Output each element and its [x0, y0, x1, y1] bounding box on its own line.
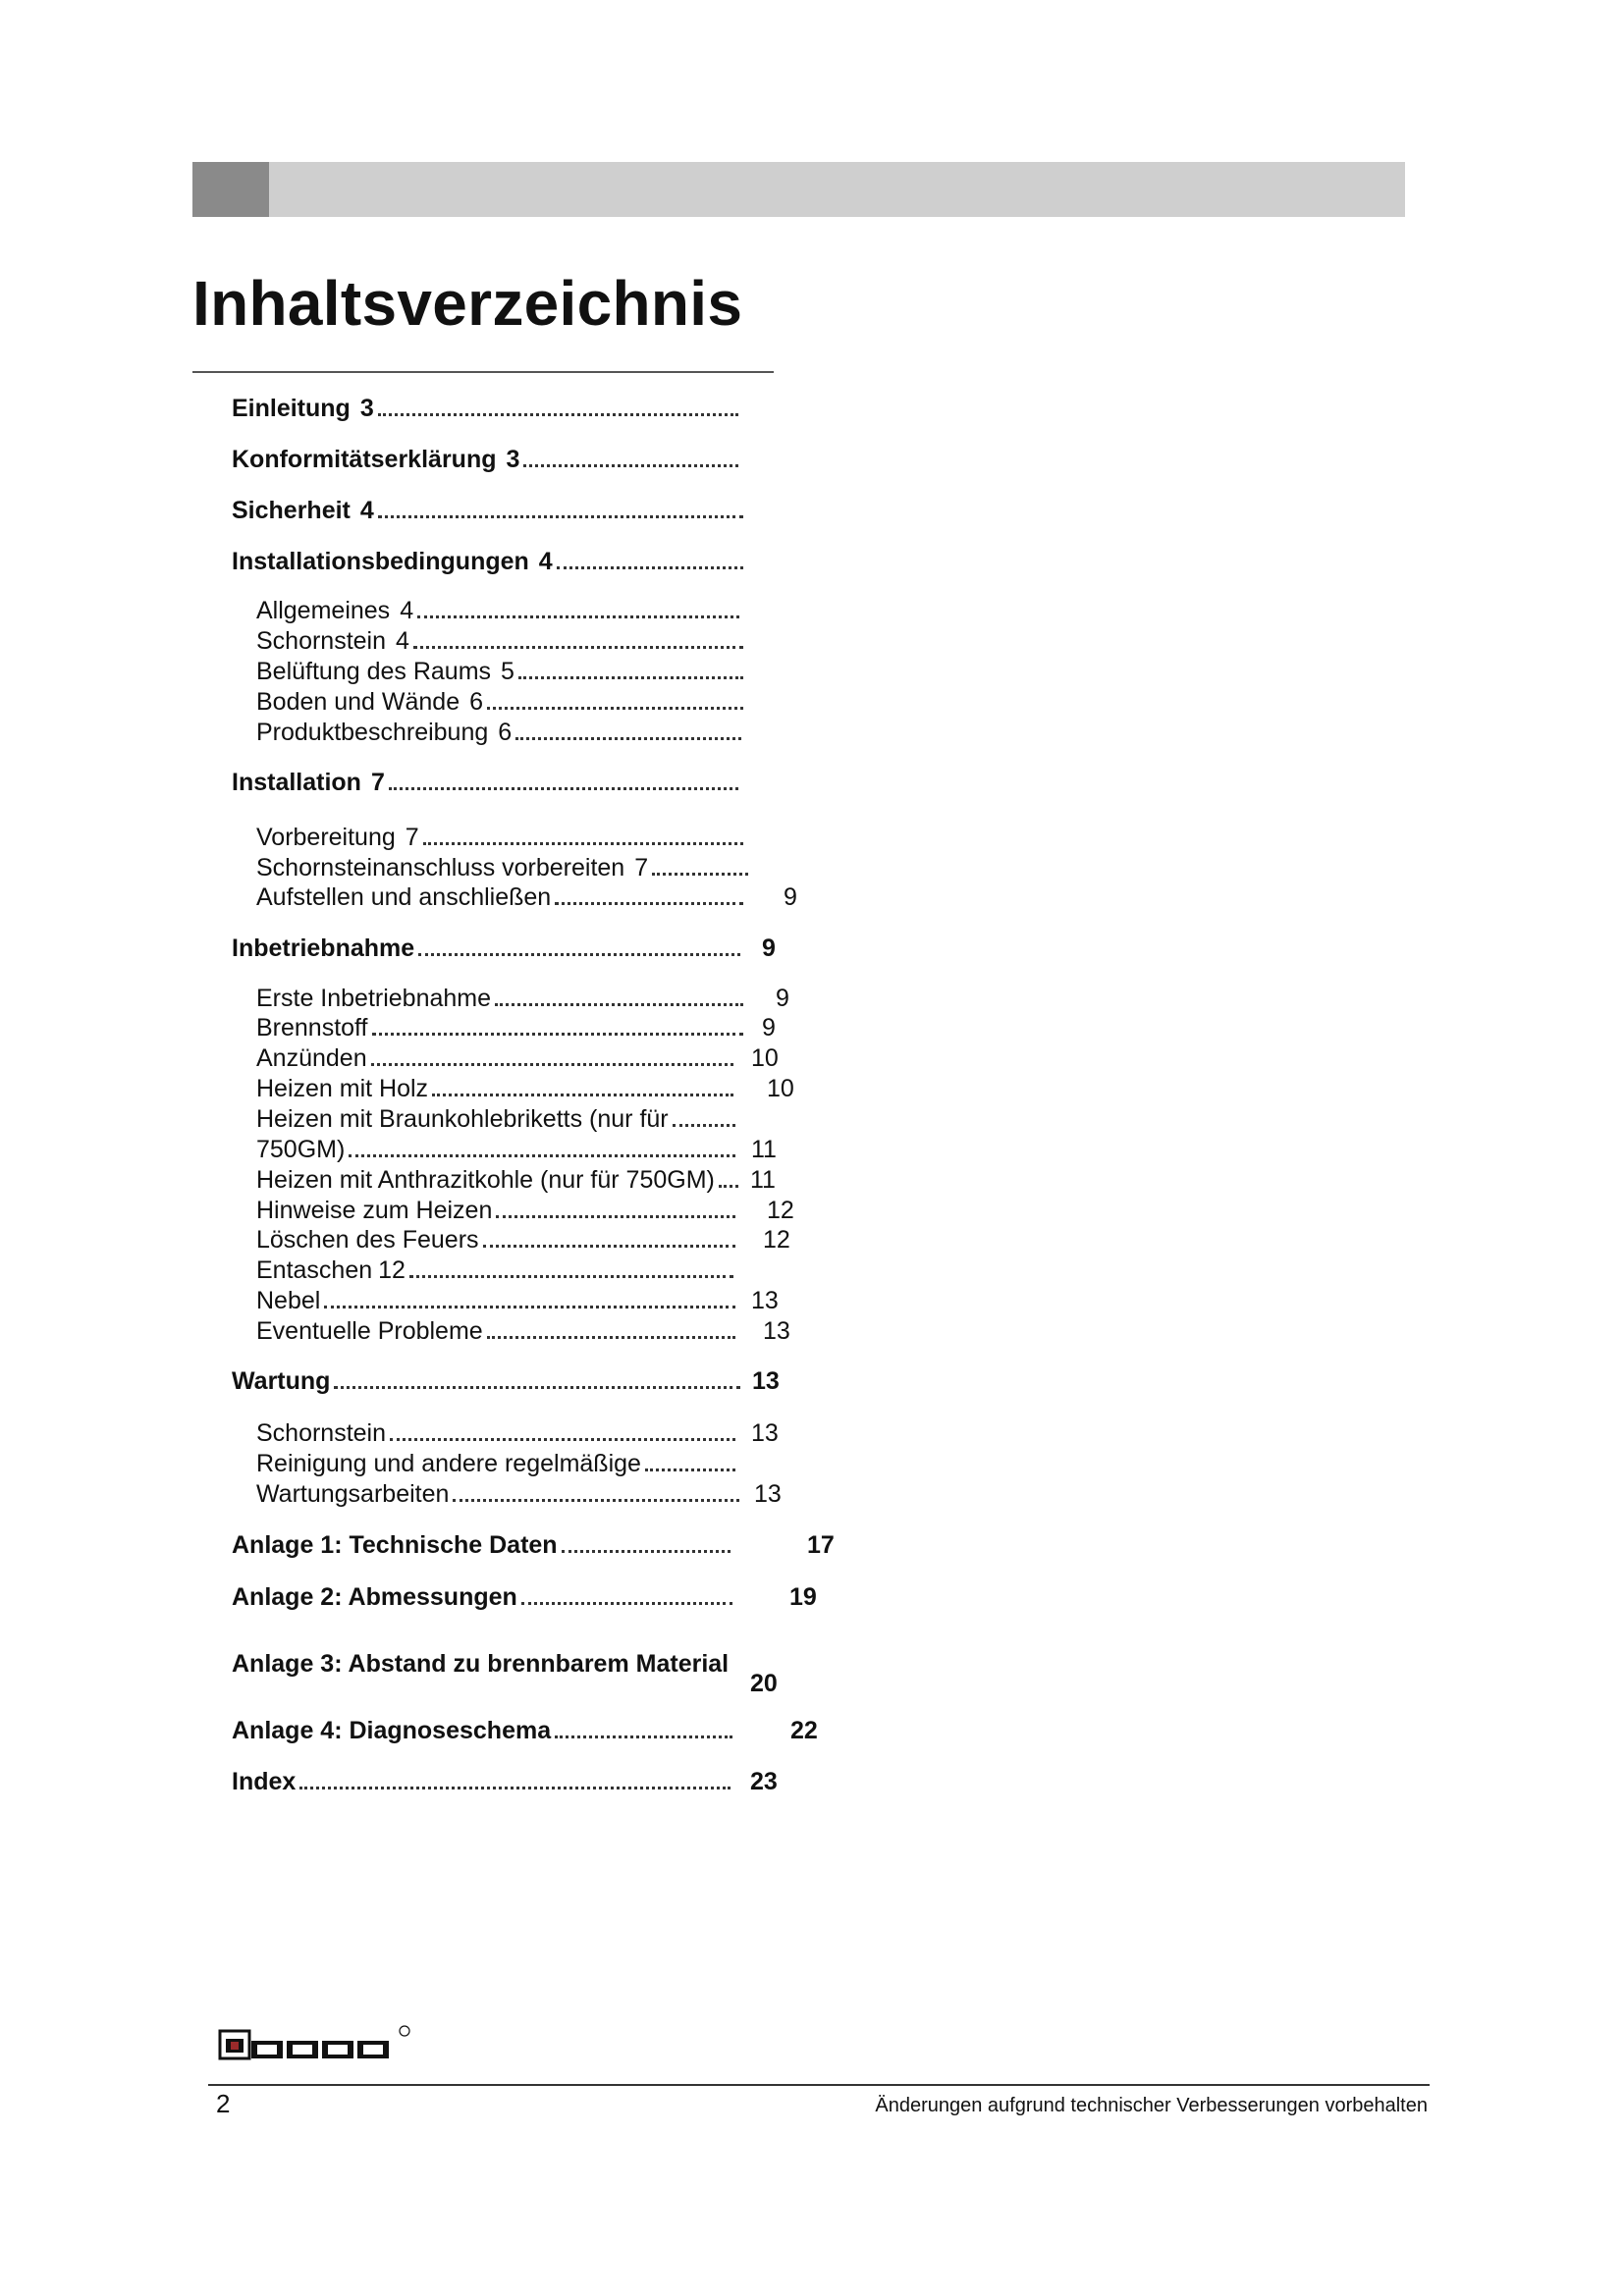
toc-page-number: 9 [784, 883, 797, 911]
toc-entry-installation[interactable] [232, 764, 742, 797]
page-number: 2 [216, 2089, 231, 2118]
toc-leader-dots [371, 1062, 733, 1066]
toc-label: Erste Inbetriebnahme [256, 985, 492, 1012]
toc-leader-dots [521, 1601, 732, 1605]
toc-label: Sicherheit [232, 497, 351, 524]
toc-page-number: 13 [751, 1287, 779, 1314]
toc-label: Hinweise zum Heizen [256, 1197, 493, 1224]
toc-page-number: 6 [469, 688, 484, 716]
toc-leader-dots [487, 706, 743, 710]
toc-leader-dots [324, 1305, 735, 1308]
toc-label: Heizen mit Holz [256, 1075, 429, 1102]
toc-label: Aufstellen und anschließen [256, 883, 552, 911]
toc-page-number: 17 [807, 1531, 835, 1559]
toc-page-number: 5 [501, 658, 514, 685]
toc-page-number: 13 [752, 1367, 780, 1395]
toc-label: Anlage 3: Abstand zu brennbarem Material [232, 1650, 730, 1678]
toc-page-number: 19 [789, 1583, 817, 1611]
toc-page-number: 11 [751, 1136, 777, 1163]
toc-leader-dots [719, 1184, 738, 1188]
toc-page-number: 9 [762, 934, 776, 962]
toc-entry-heizen-braunkohle-1[interactable] [256, 1100, 739, 1134]
dovre-logo [218, 2023, 414, 2062]
toc-page-number: 13 [754, 1480, 782, 1508]
toc-label: Belüftung des Raums [256, 658, 492, 685]
toc-entry-erste-inbetriebnahme[interactable] [256, 980, 747, 1013]
toc-label: Anlage 1: Technische Daten [232, 1531, 558, 1559]
toc-leader-dots [413, 645, 743, 649]
toc-label: Wartungsarbeiten [256, 1480, 450, 1508]
toc-leader-dots [378, 514, 743, 518]
toc-page-number: 9 [762, 1014, 776, 1041]
toc-entry-inbetriebnahme[interactable] [232, 930, 744, 963]
toc-page-number: 7 [405, 824, 419, 851]
toc-page-number: 10 [751, 1044, 779, 1072]
toc-label: Heizen mit Braunkohlebriketts (nur für [256, 1105, 669, 1133]
toc-page-number: 3 [359, 395, 374, 422]
toc-page-number: 3 [506, 446, 520, 473]
toc-label: 750GM) [256, 1136, 346, 1163]
toc-entry-loeschen[interactable] [256, 1221, 739, 1255]
toc-leader-dots [299, 1786, 731, 1789]
toc-entry-nebel[interactable] [256, 1282, 739, 1315]
toc-leader-dots [555, 1735, 732, 1738]
toc-entry-heizen-braunkohle-2[interactable] [256, 1131, 739, 1164]
toc-label: Anlage 2: Abmessungen [232, 1583, 517, 1611]
toc-entry-wartung[interactable] [232, 1362, 744, 1396]
header-bar-tab [192, 162, 269, 217]
toc-entry-vorbereitung[interactable] [256, 819, 747, 852]
toc-page-number: 7 [634, 854, 649, 881]
toc-leader-dots [432, 1093, 733, 1096]
toc-entry-installationsbedingungen[interactable] [232, 543, 747, 576]
toc-leader-dots [523, 463, 738, 467]
toc-label: Schornsteinanschluss vorbereiten [256, 854, 625, 881]
title-divider [192, 371, 774, 373]
toc-leader-dots [453, 1498, 739, 1502]
toc-entry-heizen-holz[interactable] [256, 1070, 737, 1103]
toc-entry-aufstellen[interactable] [256, 879, 747, 912]
toc-entry-einleitung[interactable] [232, 390, 742, 423]
toc-label: Inbetriebnahme [232, 934, 415, 962]
toc-page-number: 10 [767, 1075, 794, 1102]
toc-entry-sicherheit[interactable] [232, 492, 747, 525]
toc-page-number: 4 [538, 548, 553, 575]
toc-label: Boden und Wände [256, 688, 460, 716]
toc-entry-schornsteinanschluss[interactable] [256, 849, 752, 882]
toc-label: Heizen mit Anthrazitkohle (nur für 750GM) [256, 1166, 715, 1194]
toc-label: Wartung [232, 1367, 331, 1395]
toc-leader-dots [487, 1335, 735, 1339]
toc-page-number: 7 [370, 769, 385, 796]
toc-leader-dots [495, 1002, 743, 1006]
toc-entry-produktbeschreibung[interactable] [256, 714, 745, 747]
toc-leader-dots [378, 412, 738, 416]
toc-label: Installationsbedingungen [232, 548, 529, 575]
toc-page-number: 22 [790, 1717, 818, 1744]
toc-page-number: 11 [750, 1166, 776, 1194]
toc-label: Eventuelle Probleme [256, 1317, 483, 1345]
toc-page-number: 4 [359, 497, 374, 524]
toc-leader-dots [334, 1385, 740, 1389]
toc-leader-dots [645, 1468, 735, 1471]
toc-page-number: 12 [378, 1256, 406, 1284]
toc-leader-dots [562, 1549, 731, 1553]
footer-divider [208, 2084, 1430, 2086]
toc-page-number: 12 [763, 1226, 790, 1254]
toc-entry-schornstein-wartung[interactable] [256, 1415, 739, 1448]
toc-leader-dots [555, 901, 743, 905]
toc-leader-dots [418, 952, 740, 956]
toc-entry-anlage1[interactable] [232, 1526, 734, 1560]
toc-leader-dots [483, 1244, 735, 1248]
toc-label: Konformitätserklärung [232, 446, 497, 473]
toc-entry-konformitaet[interactable] [232, 441, 742, 474]
toc-page-number: 20 [750, 1670, 778, 1697]
toc-label: Produktbeschreibung [256, 719, 489, 746]
toc-leader-dots [557, 565, 743, 569]
toc-page-number: 23 [750, 1768, 778, 1795]
toc-label: Brennstoff [256, 1014, 368, 1041]
toc-label: Anlage 4: Diagnoseschema [232, 1717, 552, 1744]
toc-leader-dots [518, 675, 743, 679]
toc-leader-dots [515, 736, 741, 740]
toc-label: Installation [232, 769, 361, 796]
toc-entry-hinweise[interactable] [256, 1192, 739, 1225]
page-title: Inhaltsverzeichnis [192, 268, 743, 339]
toc-label: Löschen des Feuers [256, 1226, 479, 1254]
toc-label: Reinigung und andere regelmäßige [256, 1450, 641, 1477]
toc-leader-dots [673, 1123, 735, 1127]
toc-entry-anlage4[interactable] [232, 1712, 736, 1745]
toc-label: Anzünden [256, 1044, 367, 1072]
toc-entry-entaschen[interactable] [256, 1252, 737, 1285]
toc-label: Schornstein [256, 627, 387, 655]
header-bar [192, 162, 1405, 217]
toc-page-number: 12 [767, 1197, 794, 1224]
toc-entry-reinigung-2[interactable] [256, 1475, 743, 1509]
toc-leader-dots [409, 1274, 733, 1278]
toc-page-number: 13 [751, 1419, 779, 1447]
toc-page-number: 4 [396, 627, 409, 655]
toc-leader-dots [423, 841, 743, 845]
toc-leader-dots [496, 1214, 735, 1218]
toc-label: Entaschen [256, 1256, 373, 1284]
toc-label: Vorbereitung [256, 824, 396, 851]
toc-entry-anlage2[interactable] [232, 1578, 736, 1612]
toc-leader-dots [349, 1153, 735, 1157]
toc-label: Nebel [256, 1287, 321, 1314]
toc-leader-dots [372, 1032, 743, 1036]
toc-entry-brennstoff[interactable] [256, 1009, 747, 1042]
toc-entry-schornstein[interactable] [256, 622, 747, 656]
toc-entry-reinigung-1[interactable] [256, 1445, 739, 1478]
toc-entry-boden[interactable] [256, 683, 747, 717]
toc-label: Index [232, 1768, 297, 1795]
toc-entry-anzuenden[interactable] [256, 1040, 737, 1073]
toc-label: Einleitung [232, 395, 351, 422]
toc-label: Allgemeines [256, 597, 391, 624]
toc-entry-heizen-anthrazit[interactable] [256, 1161, 742, 1195]
toc-entry-anlage3[interactable] [232, 1645, 742, 1679]
toc-leader-dots [390, 1437, 735, 1441]
toc-label: Schornstein [256, 1419, 387, 1447]
toc-entry-allgemeines[interactable] [256, 592, 743, 625]
footer-note: Änderungen aufgrund technischer Verbesserungen vorbehalten [875, 2095, 1428, 2116]
toc-page-number: 4 [400, 597, 414, 624]
toc-leader-dots [417, 614, 739, 618]
toc-leader-dots [389, 786, 738, 790]
toc-page-number: 13 [763, 1317, 790, 1345]
toc-entry-index[interactable] [232, 1763, 734, 1796]
toc-page-number: 9 [776, 985, 789, 1012]
toc-entry-belueftung[interactable] [256, 653, 747, 686]
toc-entry-probleme[interactable] [256, 1312, 739, 1346]
toc-leader-dots [652, 872, 748, 876]
toc-page-number: 6 [498, 719, 513, 746]
